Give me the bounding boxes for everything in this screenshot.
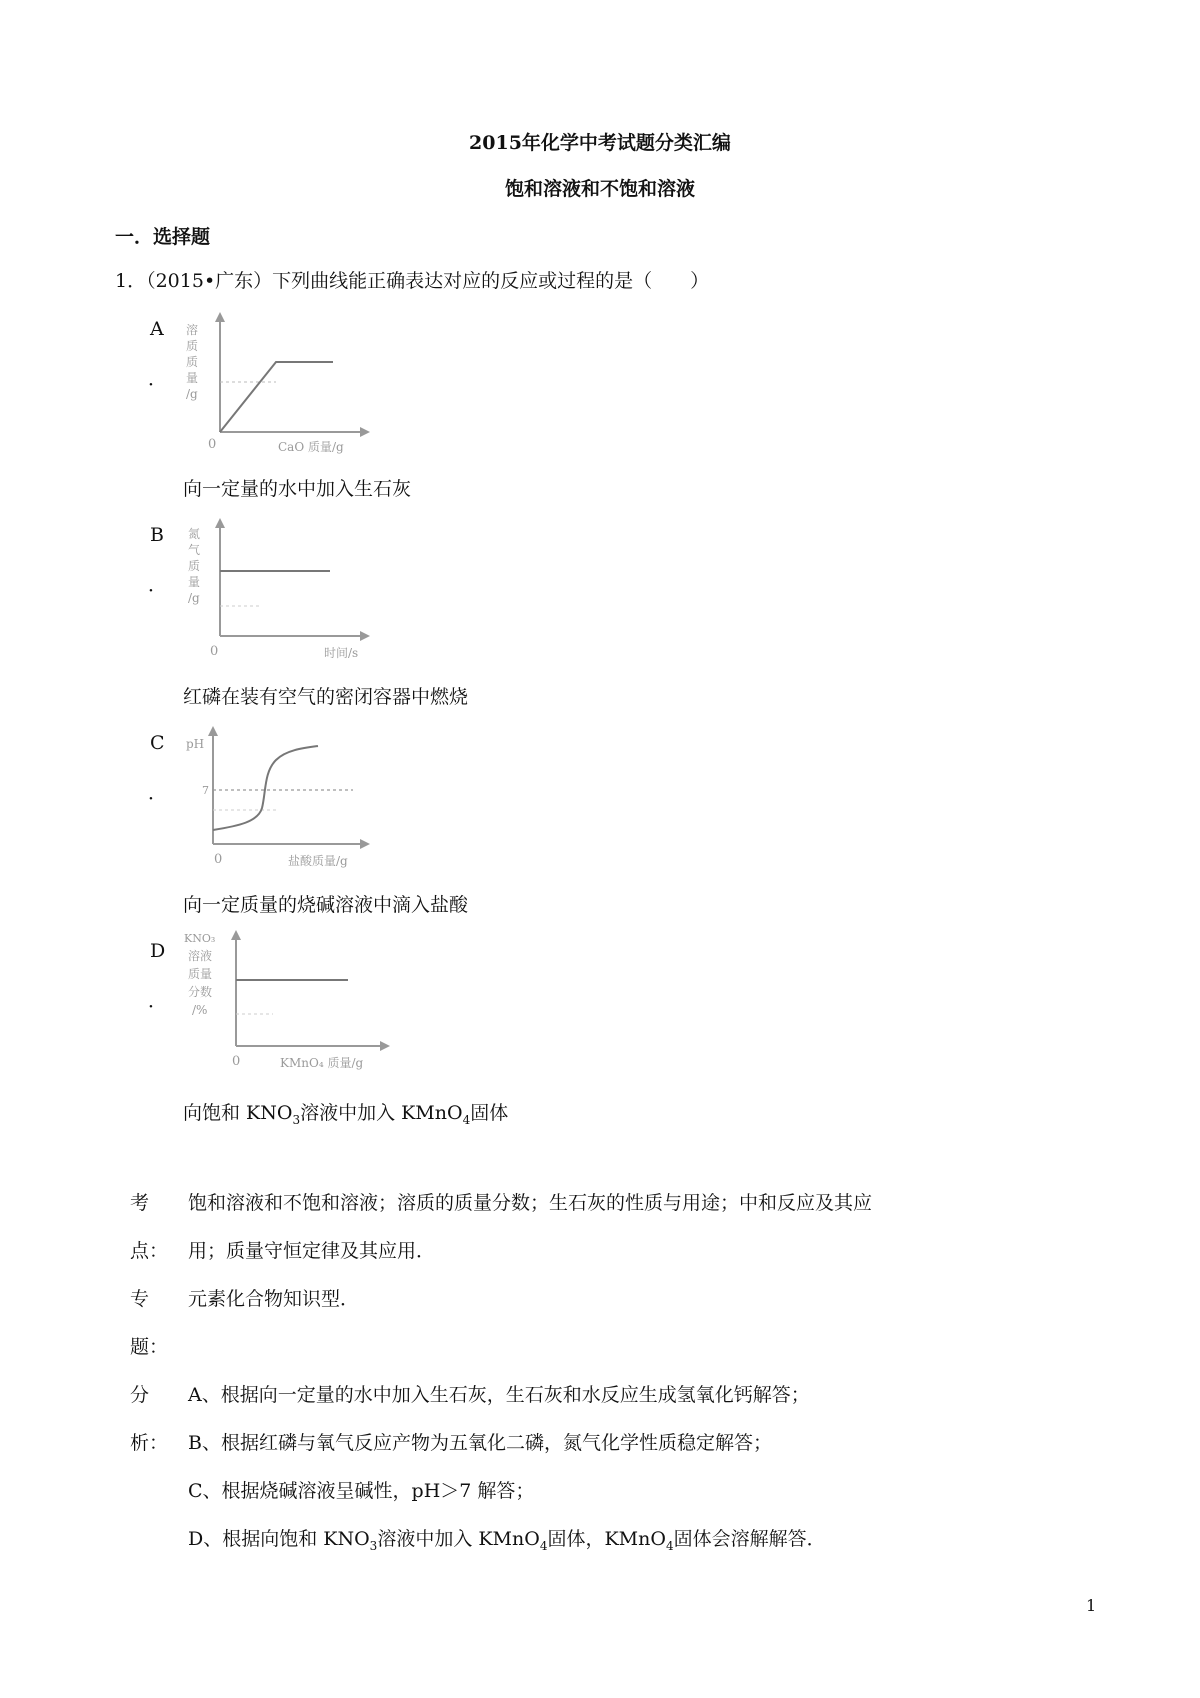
option-d-y-label-1: KNO₃ bbox=[184, 932, 216, 945]
option-a-graph bbox=[178, 310, 378, 460]
option-d-dot: ． bbox=[148, 990, 168, 1012]
option-d-x-label: KMnO₄ 质量/g bbox=[280, 1056, 364, 1070]
option-a-letter: A bbox=[150, 318, 164, 340]
option-c-origin: 0 bbox=[214, 852, 223, 867]
kaodian-label-2: 点： bbox=[130, 1240, 169, 1262]
document-subtitle: 饱和溶液和不饱和溶液 bbox=[504, 178, 695, 200]
zhuanti-label-2: 题： bbox=[130, 1336, 169, 1358]
fenxi-d-mid2: 固体，KMnO bbox=[547, 1528, 666, 1550]
option-a-y-label-1: 溶 bbox=[186, 323, 199, 337]
fenxi-d-sub2: 4 bbox=[539, 1538, 548, 1553]
option-b-y-label-2: 气 bbox=[188, 543, 201, 557]
option-b-y-label-3: 质 bbox=[188, 559, 201, 573]
option-c-y-label: pH bbox=[186, 737, 205, 751]
option-a-y-label-5: /g bbox=[186, 387, 198, 401]
option-b-graph bbox=[178, 516, 378, 666]
option-d-caption-sub2: 4 bbox=[462, 1112, 471, 1127]
section-heading: 一．选择题 bbox=[115, 226, 211, 248]
option-d-caption-sub1: 3 bbox=[292, 1112, 301, 1127]
option-b-origin: 0 bbox=[210, 644, 219, 659]
option-a-y-label-3: 质 bbox=[186, 355, 199, 369]
option-b-y-label-4: 量 bbox=[188, 575, 201, 589]
option-c-letter: C bbox=[150, 732, 165, 754]
option-d-y-label-2: 溶液 bbox=[188, 949, 213, 963]
option-b-letter: B bbox=[150, 524, 164, 546]
option-d-y-label-4: 分数 bbox=[188, 985, 213, 999]
option-c-dot: ． bbox=[148, 782, 168, 804]
fenxi-label-1: 分 bbox=[130, 1384, 150, 1406]
option-a-caption: 向一定量的水中加入生石灰 bbox=[183, 478, 412, 500]
option-c-graph bbox=[178, 724, 378, 874]
option-d-y-label-5: /% bbox=[192, 1003, 208, 1017]
fenxi-text-c: C、根据烧碱溶液呈碱性，pH＞7 解答； bbox=[188, 1480, 535, 1502]
zhuanti-text: 元素化合物知识型． bbox=[188, 1288, 360, 1310]
option-d-caption-mid: 溶液中加入 KMnO bbox=[300, 1102, 463, 1124]
fenxi-label-2: 析： bbox=[130, 1432, 169, 1454]
option-d-caption bbox=[183, 1098, 508, 1127]
option-a-x-label: CaO 质量/g bbox=[278, 440, 344, 454]
page-number: 1 bbox=[1086, 1596, 1097, 1615]
fenxi-text-d bbox=[188, 1528, 826, 1557]
fenxi-d-sub1: 3 bbox=[369, 1538, 378, 1553]
option-a-y-label-2: 质 bbox=[186, 339, 199, 353]
option-c-x-label: 盐酸质量/g bbox=[288, 854, 348, 868]
document-title: 2015年化学中考试题分类汇编 bbox=[469, 132, 731, 154]
option-d-caption-post: 固体 bbox=[470, 1102, 509, 1124]
fenxi-d-sub3: 4 bbox=[665, 1538, 674, 1553]
fenxi-d-mid1: 溶液中加入 KMnO bbox=[377, 1528, 540, 1550]
kaodian-text-1: 饱和溶液和不饱和溶液；溶质的质量分数；生石灰的性质与用途；中和反应及其应 bbox=[188, 1192, 873, 1214]
option-b-y-label-5: /g bbox=[188, 591, 200, 605]
option-d-caption-pre: 向饱和 KNO bbox=[183, 1102, 293, 1124]
fenxi-d-post: 固体会溶解解答． bbox=[673, 1528, 826, 1550]
question-stem: 1．（2015•广东）下列曲线能正确表达对应的反应或过程的是（ ） bbox=[115, 270, 710, 292]
option-d-letter: D bbox=[150, 940, 166, 962]
option-b-caption: 红磷在装有空气的密闭容器中燃烧 bbox=[183, 686, 469, 708]
option-a-y-label-4: 量 bbox=[186, 371, 199, 385]
option-d-origin: 0 bbox=[232, 1054, 241, 1069]
option-b-dot: ． bbox=[148, 574, 168, 596]
option-a-origin: 0 bbox=[208, 437, 217, 452]
option-c-ref-label: 7 bbox=[202, 784, 209, 797]
fenxi-d-pre: D、根据向饱和 KNO bbox=[188, 1528, 370, 1550]
kaodian-text-2: 用；质量守恒定律及其应用． bbox=[188, 1240, 436, 1262]
option-a-dot: ． bbox=[148, 368, 168, 390]
option-d-graph bbox=[178, 922, 398, 1072]
option-b-x-label: 时间/s bbox=[324, 646, 359, 660]
option-d-y-label-3: 质量 bbox=[188, 967, 213, 981]
fenxi-text-b: B、根据红磷与氧气反应产物为五氧化二磷，氮气化学性质稳定解答； bbox=[188, 1432, 772, 1454]
kaodian-label-1: 考 bbox=[130, 1192, 150, 1214]
zhuanti-label-1: 专 bbox=[130, 1288, 150, 1310]
option-c-caption: 向一定质量的烧碱溶液中滴入盐酸 bbox=[183, 894, 469, 916]
option-b-y-label-1: 氮 bbox=[188, 527, 201, 541]
fenxi-text-a: A、根据向一定量的水中加入生石灰，生石灰和水反应生成氢氧化钙解答； bbox=[188, 1384, 810, 1406]
